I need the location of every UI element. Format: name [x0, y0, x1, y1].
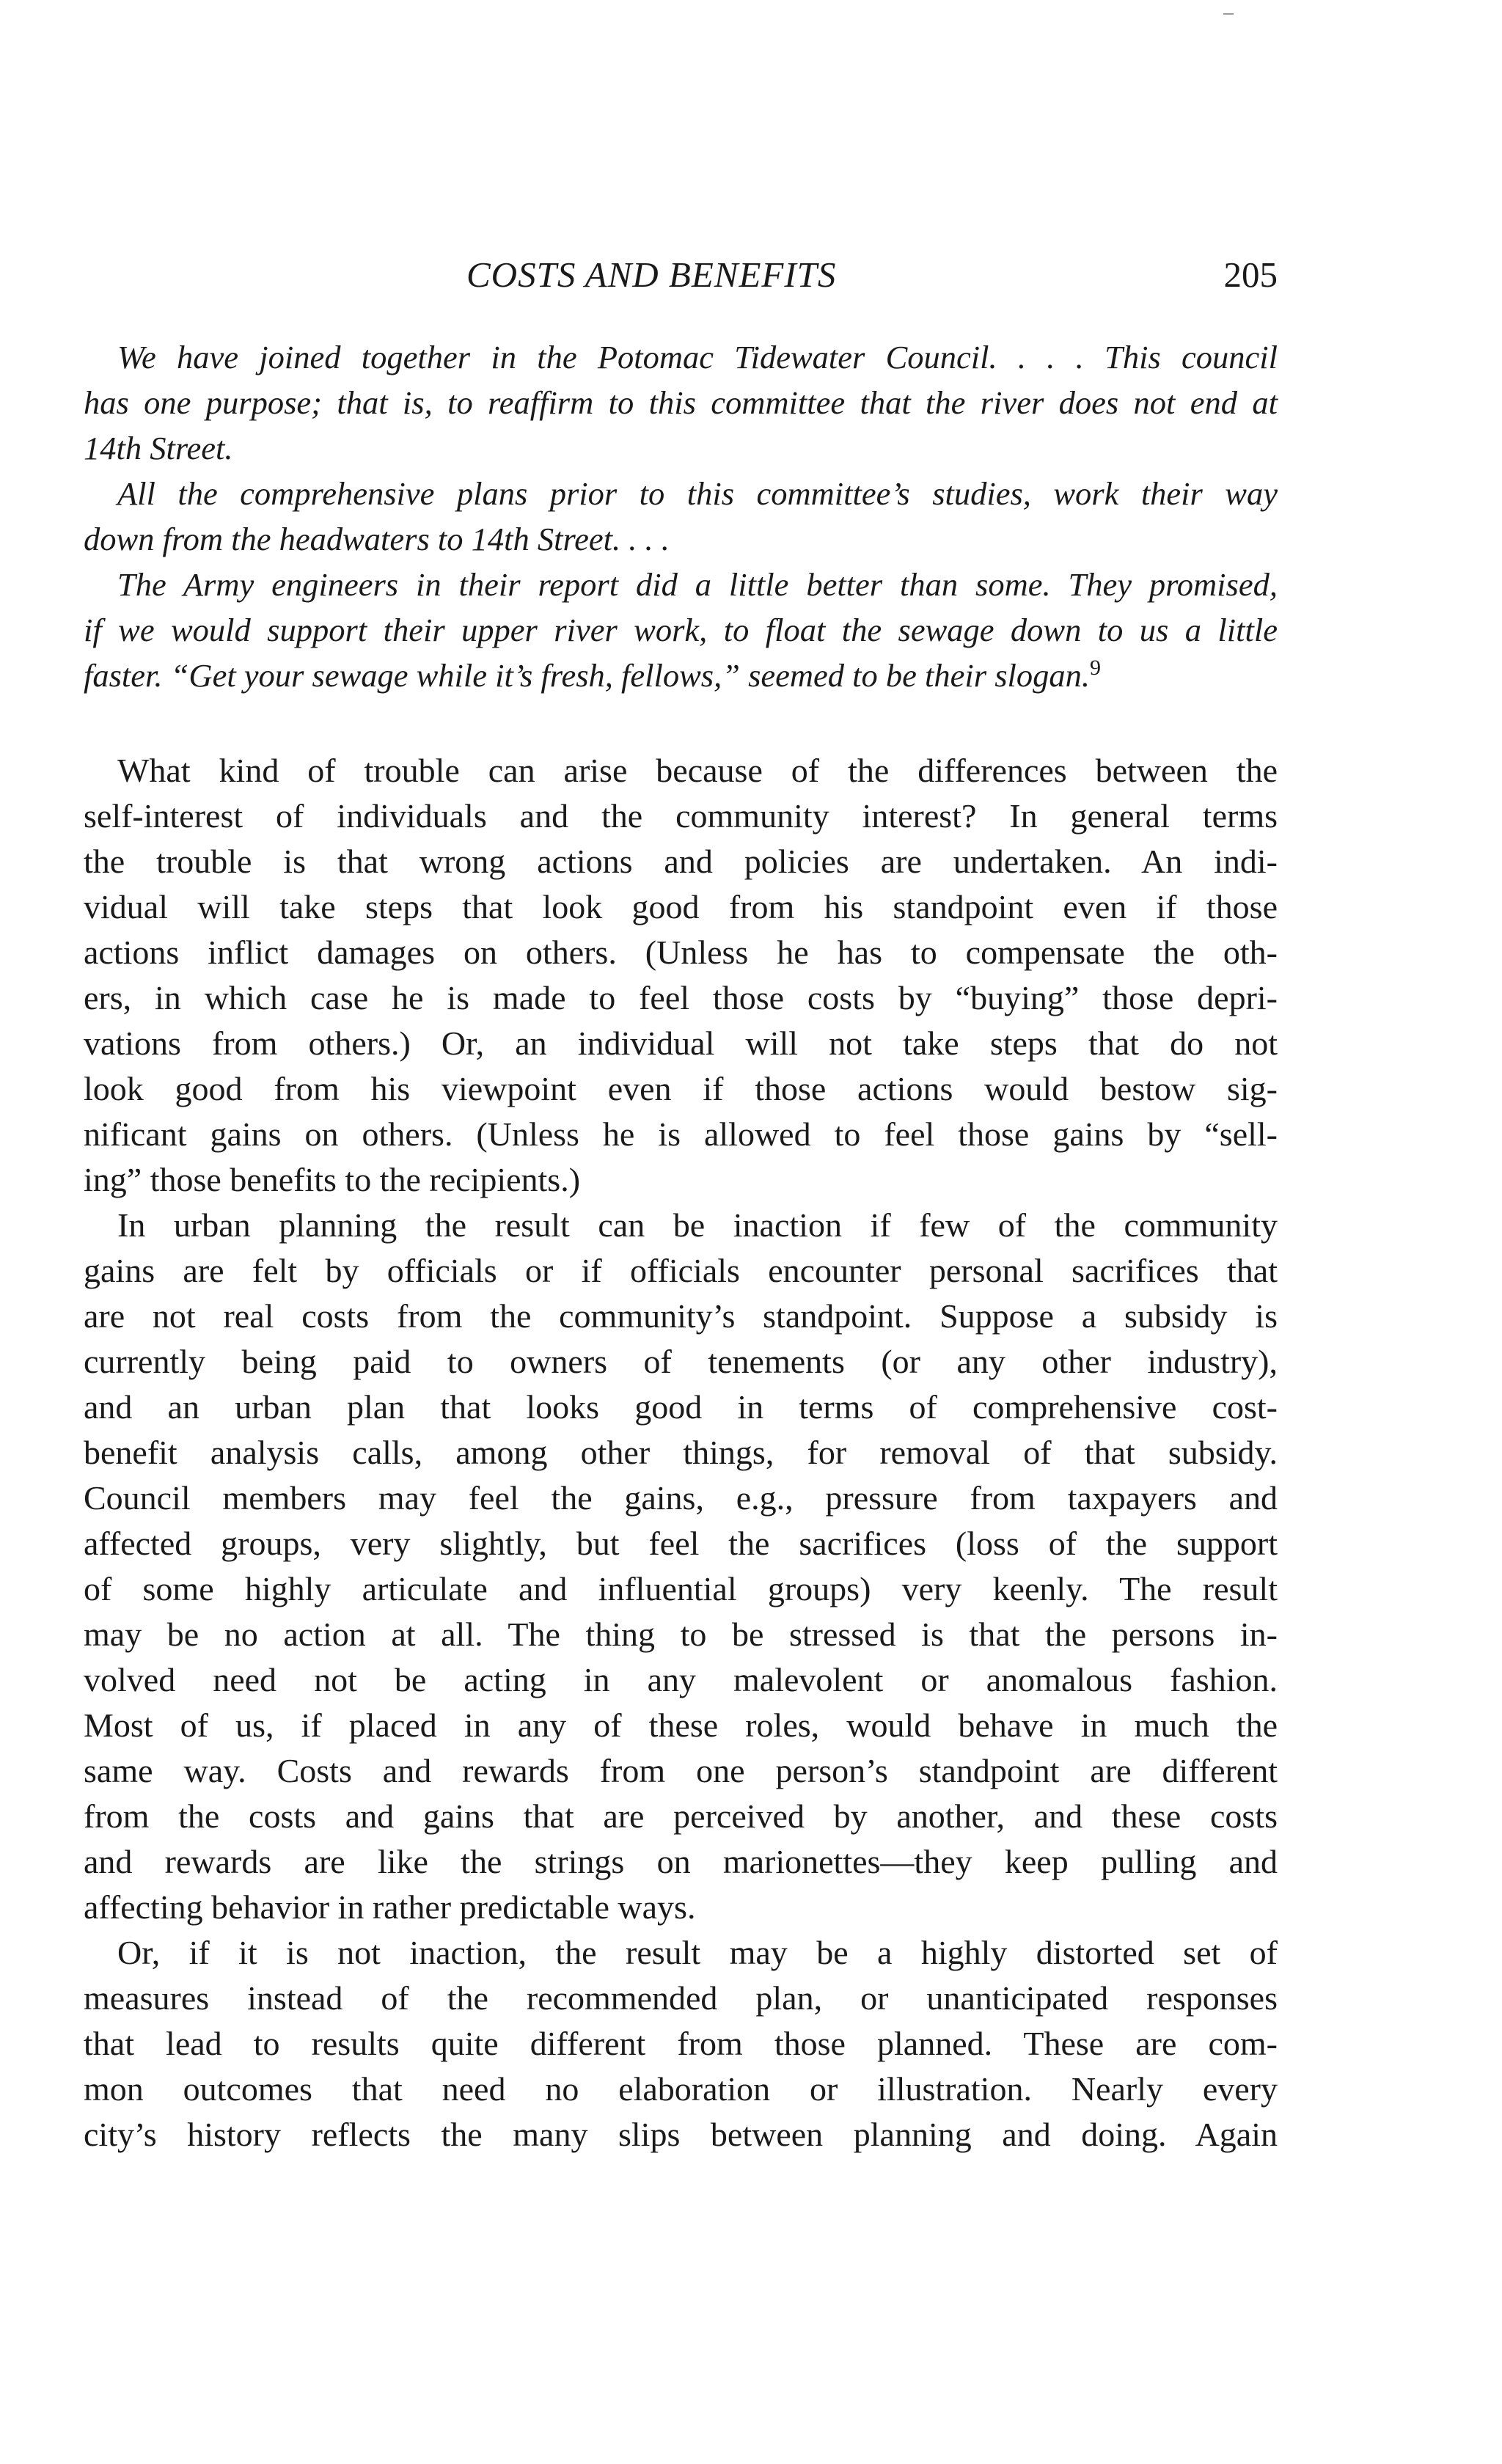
body-line: affected groups, very slightly, but feel the sacrifices (loss of the support [84, 1525, 1278, 1562]
body-line: same way. Costs and rewards from one person’s standpoint are different [84, 1752, 1278, 1789]
body-line: ers, in which case he is made to feel those costs by “buying” those depri- [84, 979, 1278, 1016]
body-line: the trouble is that wrong actions and policies are undertaken. An indi- [84, 843, 1278, 880]
quote-line-last [84, 653, 1278, 698]
body-line: affecting behavior in rather predictable ways. [84, 1888, 696, 1926]
body-line: and an urban plan that looks good in terms of comprehensive cost- [84, 1388, 1278, 1426]
body-line: vations from others.) Or, an individual will not take steps that do not [84, 1024, 1278, 1062]
scan-mark [1223, 13, 1234, 15]
quote-line: We have joined together in the Potomac Tidewater Council. . . . This council [117, 339, 1278, 375]
body-line: In urban planning the result can be inaction if few of the community [117, 1206, 1278, 1244]
body-line: currently being paid to owners of tenements (or any other industry), [84, 1343, 1278, 1380]
body-line: of some highly articulate and influential groups) very keenly. The result [84, 1570, 1278, 1607]
quote-line: 14th Street. [84, 430, 233, 466]
body-line: self-interest of individuals and the community interest? In general terms [84, 797, 1278, 835]
quote-line: down from the headwaters to 14th Street. . . . [84, 521, 670, 557]
body-line: vidual will take steps that look good from his standpoint even if those [84, 888, 1278, 925]
body-line: that lead to results quite different from those planned. These are com- [84, 2025, 1278, 2062]
body-line: gains are felt by officials or if officials encounter personal sacrifices that [84, 1252, 1278, 1289]
body-line: city’s history reflects the many slips between planning and doing. Again [84, 2116, 1278, 2153]
body-line: measures instead of the recommended plan, or unanticipated responses [84, 1979, 1278, 2017]
body-line: Most of us, if placed in any of these roles, would behave in much the [84, 1706, 1278, 1744]
quote-line: has one purpose; that is, to reaffirm to this committee that the river does not end at [84, 384, 1278, 421]
quote-line: The Army engineers in their report did a little better than some. They promised, [117, 566, 1278, 603]
page-number: 205 [1223, 254, 1278, 295]
body-line: Council members may feel the gains, e.g., pressure from taxpayers and [84, 1479, 1278, 1517]
body-line: ing” those benefits to the recipients.) [84, 1161, 581, 1198]
quote-line: if we would support their upper river work, to float the sewage down to us a little [84, 612, 1278, 648]
body-line: mon outcomes that need no elaboration or illustration. Nearly every [84, 2070, 1278, 2108]
body-line: from the costs and gains that are perceived by another, and these costs [84, 1797, 1278, 1835]
running-title: COSTS AND BENEFITS [466, 254, 837, 295]
body-line: are not real costs from the community’s standpoint. Suppose a subsidy is [84, 1297, 1278, 1335]
body-line: benefit analysis calls, among other things, for removal of that subsidy. [84, 1434, 1278, 1471]
body-line: What kind of trouble can arise because of the differences between the [117, 752, 1278, 789]
body-line: look good from his viewpoint even if those actions would bestow sig- [84, 1070, 1278, 1107]
body-line: Or, if it is not inaction, the result may be a highly distorted set of [117, 1934, 1278, 1971]
body-line: actions inflict damages on others. (Unless he has to compensate the oth- [84, 934, 1278, 971]
body-line: and rewards are like the strings on marionettes—they keep pulling and [84, 1843, 1278, 1880]
body-line: nificant gains on others. (Unless he is allowed to feel those gains by “sell- [84, 1115, 1278, 1153]
quote-line: All the comprehensive plans prior to this committee’s studies, work their way [117, 475, 1278, 512]
footnote-ref: 9 [1090, 656, 1102, 681]
body-line: may be no action at all. The thing to be stressed is that the persons in- [84, 1616, 1278, 1653]
body-line: volved need not be acting in any malevolent or anomalous fashion. [84, 1661, 1278, 1698]
quote-line-text: faster. “Get your sewage while it’s fresh, fellows,” seemed to be their slogan. [84, 657, 1091, 694]
